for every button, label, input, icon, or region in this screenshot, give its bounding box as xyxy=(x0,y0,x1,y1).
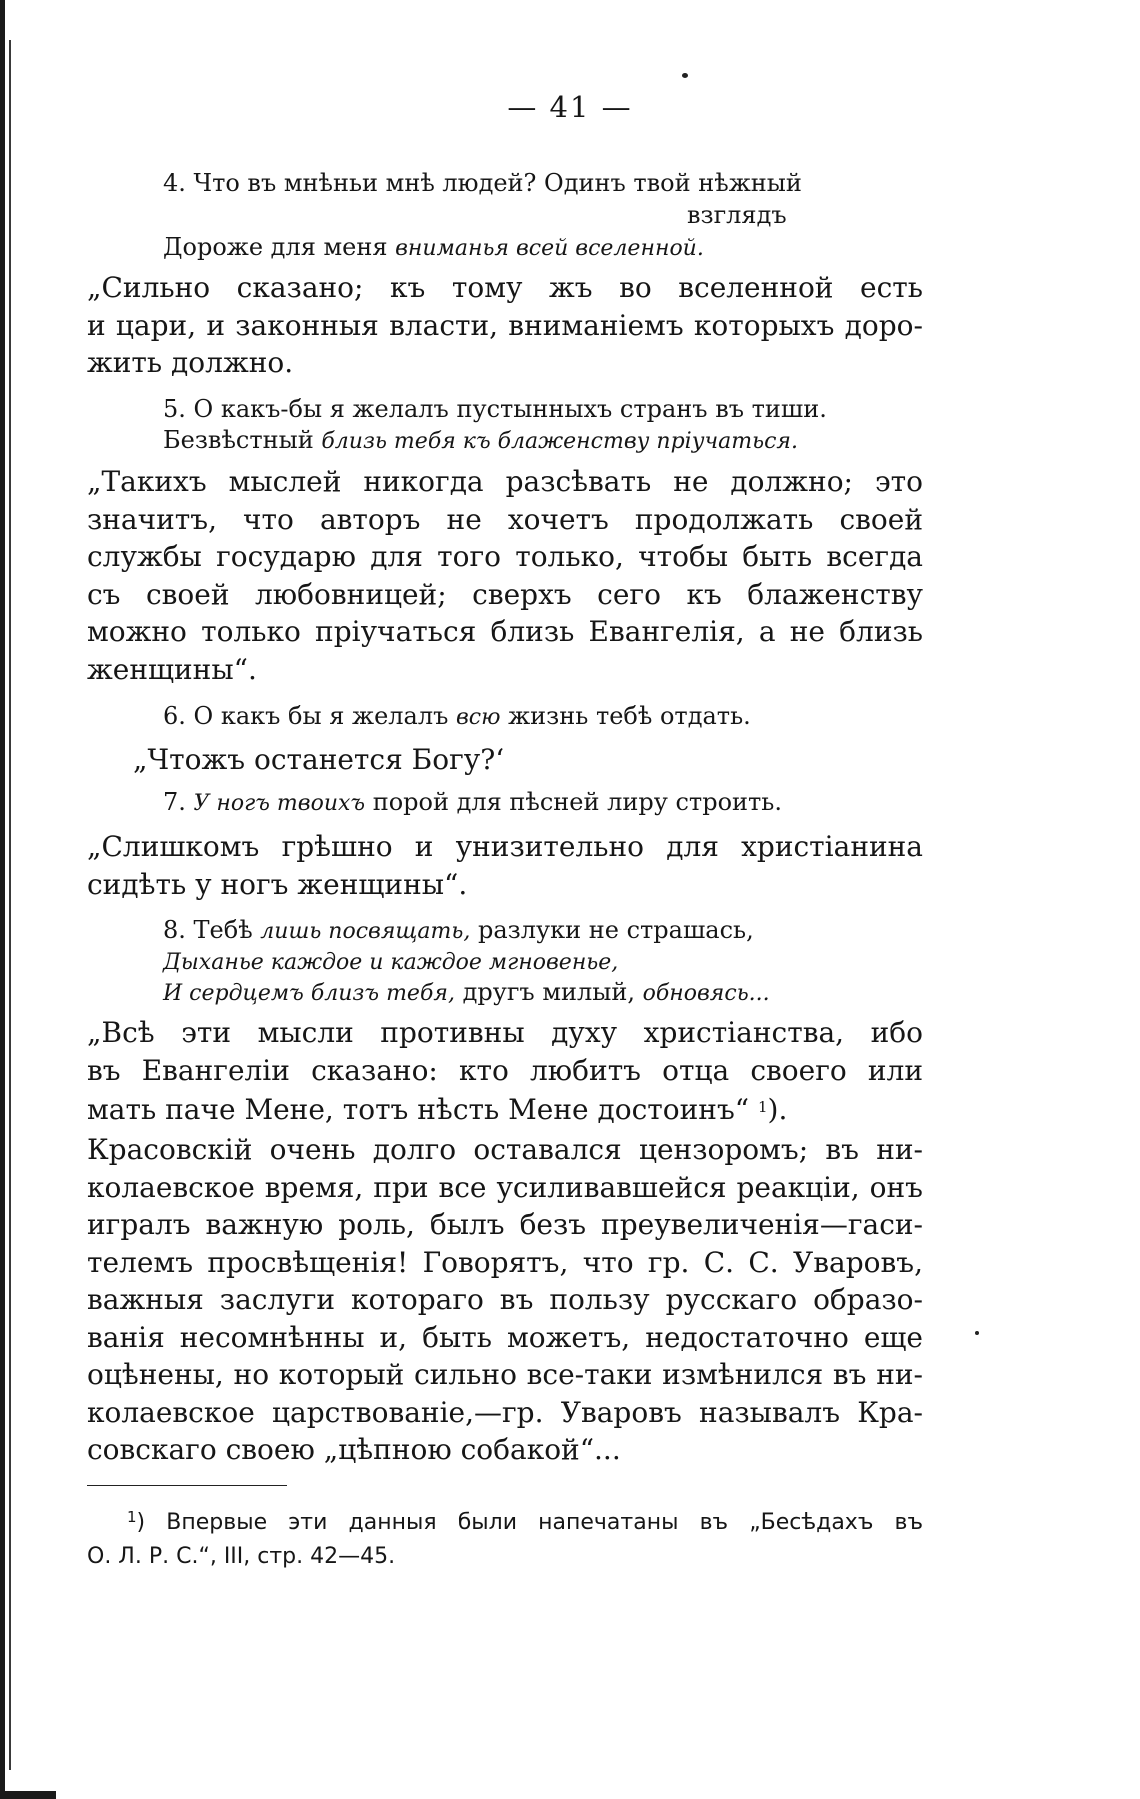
verse-text: другъ милый, xyxy=(454,978,643,1006)
text-line: ванія несомнѣнны и, быть можетъ, недостаточно еще xyxy=(87,1320,923,1354)
scan-corner-mark xyxy=(0,1791,56,1799)
text-line: важныя заслуги котораго въ пользу русскаго образо- xyxy=(87,1283,923,1316)
verse-8-line-1 xyxy=(163,914,754,948)
verse-7 xyxy=(163,786,782,820)
page-number: — 41 — xyxy=(507,90,633,124)
text-line: совскаго своею „цѣпною собакой“... xyxy=(87,1433,621,1466)
footnote-reference: 1 xyxy=(758,1098,768,1116)
text-line-tail: ). xyxy=(767,1093,788,1126)
text-line: жить должно. xyxy=(87,346,294,379)
verse-4-line-1-wrap: взглядъ xyxy=(687,201,787,229)
text-line: сидѣть у ногъ женщины“. xyxy=(87,867,468,901)
text-line: значитъ, что авторъ не хочетъ продолжать своей xyxy=(87,502,923,536)
verse-4-line-1: 4. Что въ мнѣньи мнѣ людей? Одинъ твой нѣжный xyxy=(163,169,802,197)
text-line xyxy=(87,1089,923,1127)
footnote-text: ) Впервые эти данныя были напечатаны въ „Бесѣдахъ въ xyxy=(136,1510,923,1535)
verse-text: 7. xyxy=(163,788,194,816)
text-line: Красовскій очень долго оставался цензоромъ; въ ни- xyxy=(87,1133,923,1166)
verse-text: 6. О какъ бы я желалъ xyxy=(163,702,456,730)
text-line: службы государю для того только, чтобы быть всегда xyxy=(87,540,923,573)
verse-emphasis: Дыханье каждое и каждое мгновенье, xyxy=(163,950,619,975)
verse-text: 8. Тебѣ xyxy=(163,916,261,944)
verse-8-line-3 xyxy=(163,976,770,1010)
footnote-line: О. Л. Р. С.“, III, стр. 42—45. xyxy=(87,1544,396,1569)
verse-emphasis: У ногъ твоихъ xyxy=(193,791,366,816)
footnote-divider xyxy=(87,1485,287,1486)
text-line: колаевское царствованіе,—гр. Уваровъ называлъ Кра- xyxy=(87,1395,923,1429)
verse-text: Дороже для меня xyxy=(163,233,396,261)
text-line-content: мать паче Мене, тотъ нѣсть Мене достоинъ“ xyxy=(87,1093,750,1126)
verse-text: жизнь тебѣ отдать. xyxy=(500,702,751,730)
text-line: „Сильно сказано; къ тому жъ во вселенной есть xyxy=(87,271,923,304)
text-line: „Такихъ мыслей никогда разсѣвать не должно; это xyxy=(87,465,923,498)
verse-emphasis: всю xyxy=(455,705,501,730)
text-line: „Всѣ эти мысли противны духу христіанства, ибо xyxy=(87,1016,923,1049)
verse-emphasis: лишь посвящать, xyxy=(260,919,471,944)
commentary-paragraph-2 xyxy=(87,463,923,688)
verse-5-line-1: 5. О какъ-бы я желалъ пустынныхъ странъ въ тиши. xyxy=(163,395,827,423)
commentary-paragraph-4 xyxy=(87,828,923,903)
verse-8-line-2 xyxy=(163,945,618,979)
scan-edge-line xyxy=(9,40,11,1770)
text-line: „Слишкомъ грѣшно и унизительно для христіанина xyxy=(87,830,923,863)
verse-text: Безвѣстный xyxy=(163,426,322,454)
text-line: съ своей любовницей; сверхъ сего къ блаженству xyxy=(87,577,923,611)
commentary-paragraph-1 xyxy=(87,269,923,382)
verse-5-line-2 xyxy=(163,424,798,458)
verse-emphasis: И сердцемъ близъ тебя, xyxy=(163,981,455,1006)
footnote-marker: 1 xyxy=(127,1508,137,1526)
text-line: въ Евангеліи сказано: кто любитъ отца своего или xyxy=(87,1053,923,1087)
text-line: женщины“. xyxy=(87,652,257,686)
commentary-paragraph-3: „Чтожъ останется Богу?‘ xyxy=(133,743,505,776)
verse-text: порой для пѣсней лиру строить. xyxy=(365,788,782,816)
text-line: оцѣнены, но который сильно все-таки измѣнился въ ни- xyxy=(87,1358,923,1391)
text-line: можно только пріучаться близь Евангелія, а не близь xyxy=(87,615,923,648)
verse-4-line-2 xyxy=(163,231,704,265)
text-line: телемъ просвѣщенія! Говорятъ, что гр. С. С. Уваровъ, xyxy=(87,1245,923,1279)
verse-emphasis: близь тебя къ блаженству пріучаться. xyxy=(321,429,798,454)
scan-edge xyxy=(0,0,5,1799)
verse-text: разлуки не страшась, xyxy=(470,916,754,944)
text-line: колаевское время, при все усиливавшейся реакціи, онъ xyxy=(87,1170,923,1204)
footnote-line xyxy=(87,1500,923,1540)
verse-6 xyxy=(163,700,751,734)
text-line: и цари, и законныя власти, вниманіемъ которыхъ доро- xyxy=(87,308,923,342)
verse-emphasis: вниманья всей вселенной. xyxy=(395,236,704,261)
commentary-paragraph-5 xyxy=(87,1014,923,1127)
verse-emphasis: обновясь... xyxy=(642,981,770,1006)
scan-speck xyxy=(975,1331,979,1335)
text-line: игралъ важную роль, былъ безъ преувеличенія—гаси- xyxy=(87,1208,923,1241)
scan-speck xyxy=(682,73,688,78)
footnote xyxy=(87,1500,923,1574)
body-paragraph xyxy=(87,1131,923,1469)
